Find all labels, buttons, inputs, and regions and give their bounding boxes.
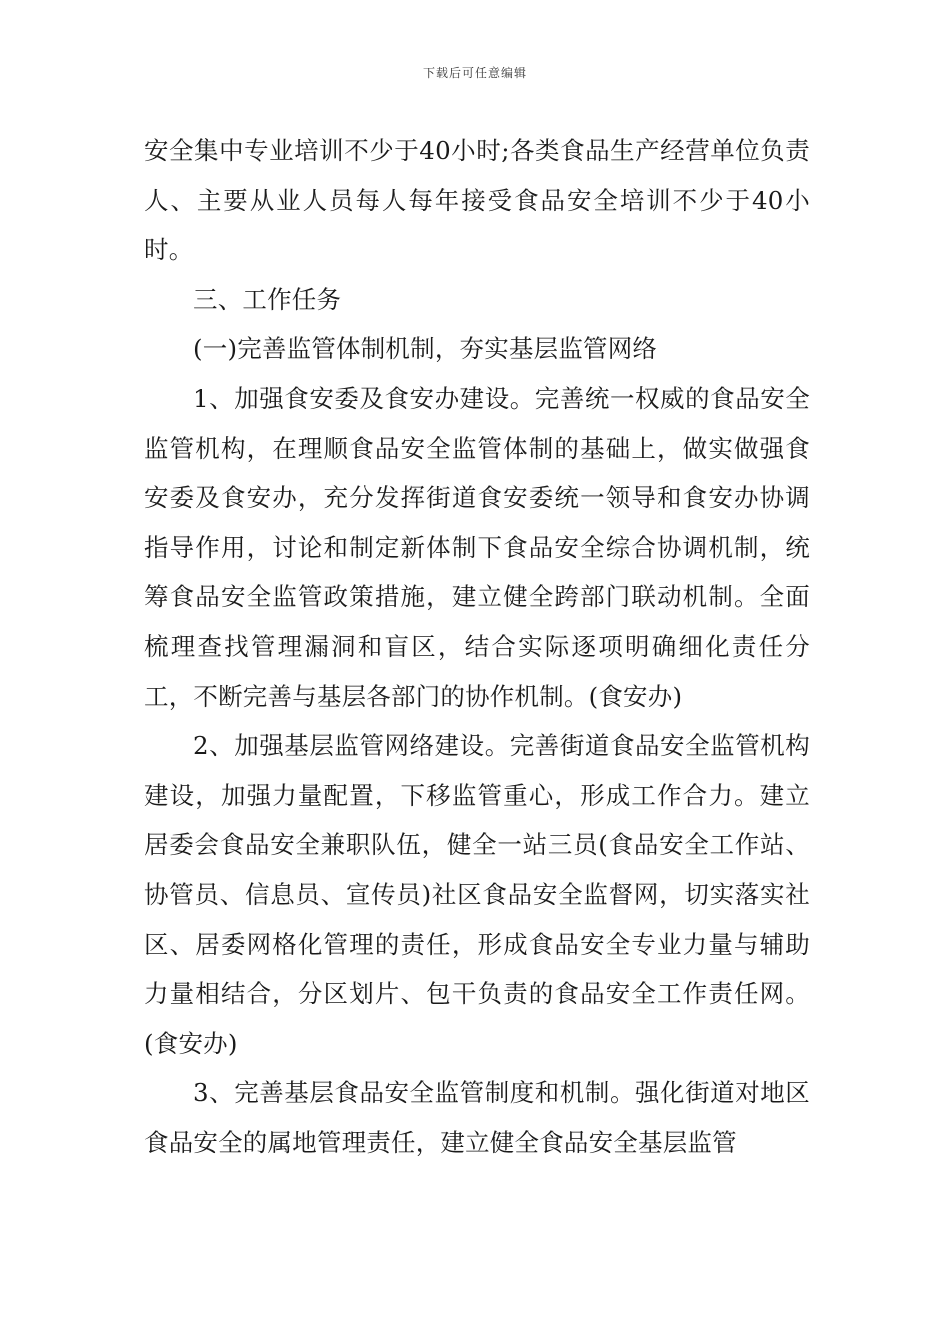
paragraph-1: 安全集中专业培训不少于40小时;各类食品生产经营单位负责人、主要从业人员每人每年接受食品安全培训不少于40小时。 [144, 136, 810, 265]
paragraph-item-2: 2、加强基层监管网络建设。完善街道食品安全监管机构建设，加强力量配置，下移监管重心，形成工作合力。建立居委会食品安全兼职队伍，健全一站三员(食品安全工作站、协管员、信息员、宣传员)社区食品安全监督网，切实落实社区、居委网格化管理的责任，形成食品安全专业力量与辅助力量相结合，分区划片、包干负责的食品安全工作责任网。(食安办) [144, 731, 810, 1058]
paragraph-item-3: 3、完善基层食品安全监管制度和机制。强化街道对地区食品安全的属地管理责任，建立健全食品安全基层监管 [144, 1078, 810, 1157]
document-body [144, 126, 810, 1167]
subsection-heading-1: (一)完善监管体制机制，夯实基层监管网络 [193, 334, 658, 364]
page-header-note: 下载后可任意编辑 [422, 66, 527, 80]
section-heading-work-tasks: 三、工作任务 [193, 284, 342, 314]
paragraph-item-1: 1、加强食安委及食安办建设。完善统一权威的食品安全监管机构，在理顺食品安全监管体制的基础上，做实做强食安委及食安办，充分发挥街道食安委统一领导和食安办协调指导作用，讨论和制定新体制下食品安全综合协调机制，统筹食品安全监管政策措施，建立健全跨部门联动机制。全面梳理查找管理漏洞和盲区，结合实际逐项明确细化责任分工，不断完善与基层各部门的协作机制。(食安办) [144, 383, 810, 711]
